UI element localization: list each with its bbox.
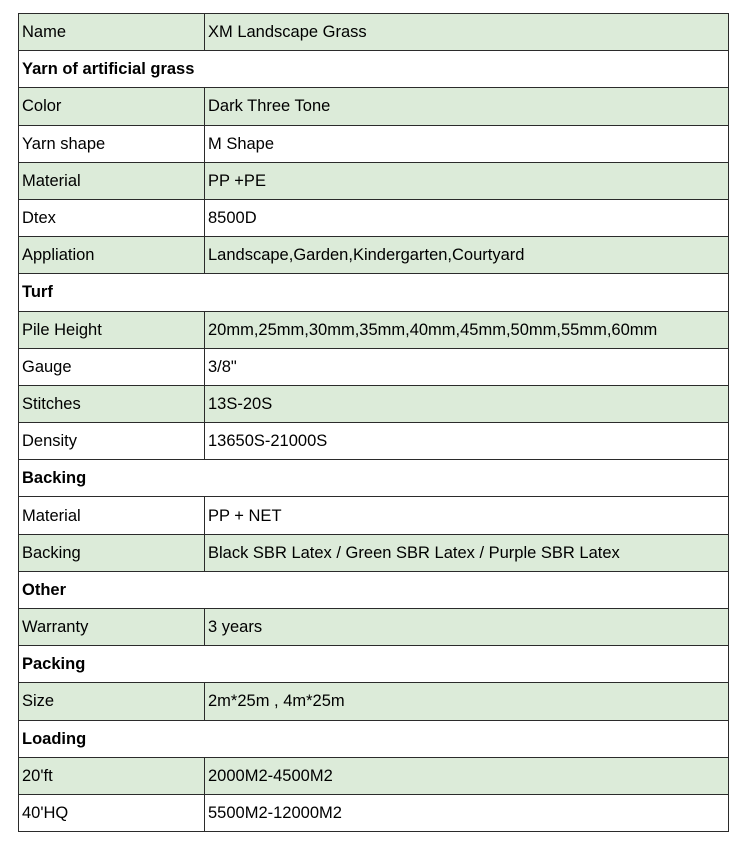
spec-value: 3 years — [205, 609, 729, 646]
spec-row-gauge — [19, 348, 729, 385]
spec-value: 5500M2-12000M2 — [205, 794, 729, 831]
spec-label: Material — [19, 162, 205, 199]
spec-row-yarn-shape — [19, 125, 729, 162]
spec-label: Dtex — [19, 199, 205, 236]
spec-value: PP + NET — [205, 497, 729, 534]
spec-label: Color — [19, 88, 205, 125]
spec-label: Name — [19, 14, 205, 51]
section-header-backing — [19, 460, 729, 497]
spec-value: 2000M2-4500M2 — [205, 757, 729, 794]
spec-row-warranty — [19, 609, 729, 646]
spec-value: 20mm,25mm,30mm,35mm,40mm,45mm,50mm,55mm,60mm — [205, 311, 729, 348]
spec-value: 13650S-21000S — [205, 423, 729, 460]
spec-label: Gauge — [19, 348, 205, 385]
spec-value: 13S-20S — [205, 385, 729, 422]
spec-value: 3/8" — [205, 348, 729, 385]
spec-label: Appliation — [19, 237, 205, 274]
section-title: Packing — [19, 646, 729, 683]
section-header-packing — [19, 646, 729, 683]
spec-row-name — [19, 14, 729, 51]
spec-table — [18, 13, 729, 832]
spec-value: 2m*25m , 4m*25m — [205, 683, 729, 720]
spec-value: 8500D — [205, 199, 729, 236]
section-title: Yarn of artificial grass — [19, 51, 729, 88]
spec-row-dtex — [19, 199, 729, 236]
spec-value: PP +PE — [205, 162, 729, 199]
spec-value: Dark Three Tone — [205, 88, 729, 125]
spec-row-pile-height — [19, 311, 729, 348]
spec-label: Material — [19, 497, 205, 534]
spec-label: Pile Height — [19, 311, 205, 348]
spec-row-20ft — [19, 757, 729, 794]
spec-row-backing-material — [19, 497, 729, 534]
spec-value: M Shape — [205, 125, 729, 162]
section-title: Loading — [19, 720, 729, 757]
spec-label: 40'HQ — [19, 794, 205, 831]
spec-label: Density — [19, 423, 205, 460]
spec-row-backing — [19, 534, 729, 571]
section-title: Backing — [19, 460, 729, 497]
spec-value: Black SBR Latex / Green SBR Latex / Purple SBR Latex — [205, 534, 729, 571]
spec-row-stitches — [19, 385, 729, 422]
spec-row-size — [19, 683, 729, 720]
spec-label: Size — [19, 683, 205, 720]
spec-row-40hq — [19, 794, 729, 831]
spec-label: Backing — [19, 534, 205, 571]
spec-table-body — [19, 14, 729, 832]
spec-label: Warranty — [19, 609, 205, 646]
section-title: Turf — [19, 274, 729, 311]
spec-value: XM Landscape Grass — [205, 14, 729, 51]
spec-label: Stitches — [19, 385, 205, 422]
spec-row-density — [19, 423, 729, 460]
spec-row-material — [19, 162, 729, 199]
section-header-turf — [19, 274, 729, 311]
spec-value: Landscape,Garden,Kindergarten,Courtyard — [205, 237, 729, 274]
spec-label: 20'ft — [19, 757, 205, 794]
section-header-yarn — [19, 51, 729, 88]
section-header-loading — [19, 720, 729, 757]
section-header-other — [19, 571, 729, 608]
section-title: Other — [19, 571, 729, 608]
spec-row-application — [19, 237, 729, 274]
spec-label: Yarn shape — [19, 125, 205, 162]
spec-row-color — [19, 88, 729, 125]
